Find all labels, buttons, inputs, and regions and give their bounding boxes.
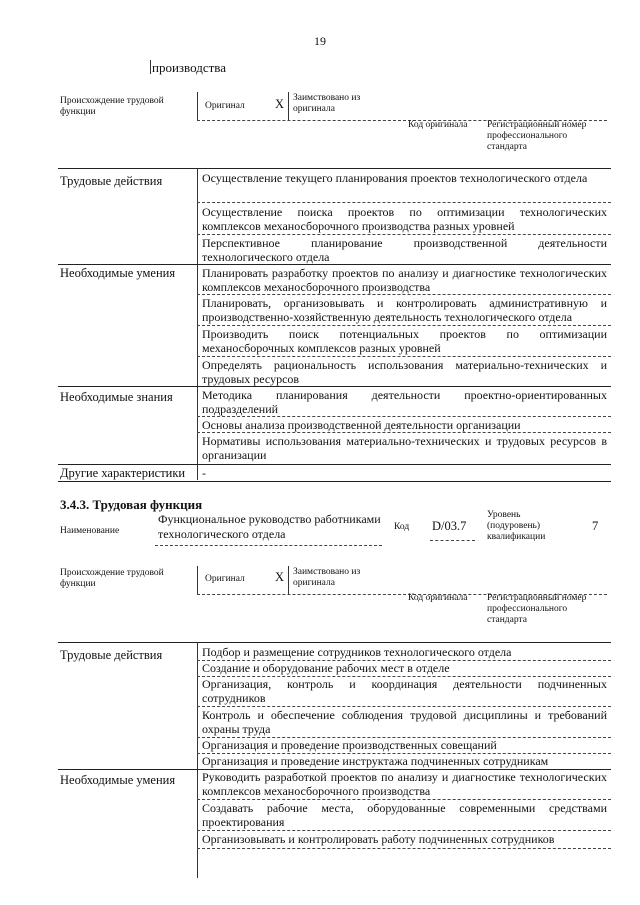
cell-border	[197, 325, 611, 326]
list-item: Планировать, организовывать и контролировать административную и производственно-хозяйственную деятельность технологического отдела	[202, 296, 607, 324]
list-item: Подбор и размещение сотрудников технологического отдела	[202, 645, 512, 659]
list-item: Создание и оборудование рабочих мест в отделе	[202, 661, 450, 675]
name-underline	[155, 545, 382, 546]
origin-label: Происхождение трудовой функции	[60, 568, 164, 589]
borrowed-label: Заимствовано из оригинала	[293, 93, 361, 114]
list-item: Организовывать и контролировать работу подчиненных сотрудников	[202, 832, 555, 846]
cell-border	[197, 202, 611, 203]
reg-number-label: Регистрационный номер профессионального стандарта	[487, 593, 587, 625]
origin-cell-border	[288, 566, 289, 594]
code-value: D/03.7	[432, 519, 467, 533]
cell-border	[197, 799, 611, 800]
labor-actions-label: Трудовые действия	[60, 174, 163, 188]
cell-border	[197, 294, 611, 295]
cell-border	[197, 356, 611, 357]
row-border	[58, 264, 611, 265]
table-column-border	[197, 168, 198, 480]
original-mark: X	[275, 97, 285, 111]
cell-border	[197, 416, 611, 417]
list-item: Организация и проведение производственных совещаний	[202, 738, 497, 752]
origin-cell-border	[288, 92, 289, 120]
top-fragment-bracket	[150, 60, 151, 74]
cell-border	[197, 432, 611, 433]
list-item: Нормативы использования материально-технических и трудовых ресурсов в организации	[202, 434, 607, 462]
level-value: 7	[592, 519, 599, 533]
original-mark: X	[275, 570, 285, 584]
reg-number-label: Регистрационный номер профессионального стандарта	[487, 120, 587, 152]
code-underline	[430, 540, 475, 541]
row-border	[58, 464, 611, 465]
borrowed-label: Заимствовано из оригинала	[293, 567, 361, 588]
level-label: Уровень (подуровень) квалификации	[487, 510, 546, 542]
row-border	[58, 386, 611, 387]
name-label: Наименование	[60, 526, 120, 536]
table-border	[58, 168, 611, 169]
origin-cell-border	[197, 566, 198, 594]
origin-label: Происхождение трудовой функции	[60, 96, 164, 117]
top-fragment: производства	[152, 60, 227, 75]
list-item: Перспективное планирование производственной деятельности технологического отдела	[202, 236, 607, 264]
table-border	[58, 642, 611, 643]
code-original-label: Код оригинала	[408, 593, 468, 603]
list-item: Руководить разработкой проектов по анализу и диагностике технологических комплексов механосборочного производства	[202, 770, 607, 798]
list-item: Осуществление текущего планирования проектов технологического отдела	[202, 171, 588, 185]
list-item: Производить поиск потенциальных проектов по оптимизации механосборочных комплексов разных уровней	[202, 327, 607, 355]
cell-border	[197, 234, 611, 235]
cell-border	[197, 706, 611, 707]
page-number: 19	[314, 34, 326, 48]
section-heading: 3.4.3. Трудовая функция	[60, 497, 203, 512]
list-item: Основы анализа производственной деятельности организации	[202, 418, 521, 432]
list-item: Организация и проведение инструктажа подчиненных сотрудникам	[202, 754, 549, 768]
list-item: Определять рациональность использования материально-технических и трудовых ресурсов	[202, 358, 607, 386]
code-original-label: Код оригинала	[408, 120, 468, 130]
list-item: Организация, контроль и координация деятельности подчиненных сотрудников	[202, 677, 607, 705]
table-column-border	[197, 642, 198, 878]
skills-label: Необходимые умения	[60, 773, 176, 787]
list-item: Осуществление поиска проектов по оптимизации технологических комплексов механосборочного производства разных уровней	[202, 205, 607, 233]
labor-actions-label: Трудовые действия	[60, 648, 163, 662]
code-label: Код	[394, 522, 410, 532]
list-item: Планировать разработку проектов по анализу и диагностике технологических комплексов механосборочного производства	[202, 266, 607, 294]
skills-label: Необходимые умения	[60, 266, 176, 280]
list-item: Методика планирования деятельности проектно-ориентированных подразделений	[202, 388, 607, 416]
knowledge-label: Необходимые знания	[60, 390, 173, 404]
cell-border	[197, 830, 611, 831]
list-item: Контроль и обеспечение соблюдения трудовой дисциплины и требований охраны труда	[202, 708, 607, 736]
table-border	[58, 481, 611, 482]
other-value: -	[202, 466, 206, 480]
original-label: Оригинал	[205, 574, 245, 584]
cell-border	[197, 848, 611, 849]
function-name: Функциональное руководство работниками технологического отдела	[158, 512, 381, 541]
original-label: Оригинал	[205, 101, 245, 111]
origin-cell-border	[197, 92, 198, 120]
other-label: Другие характеристики	[60, 466, 186, 480]
list-item: Создавать рабочие места, оборудованные современными средствами проектирования	[202, 801, 607, 829]
